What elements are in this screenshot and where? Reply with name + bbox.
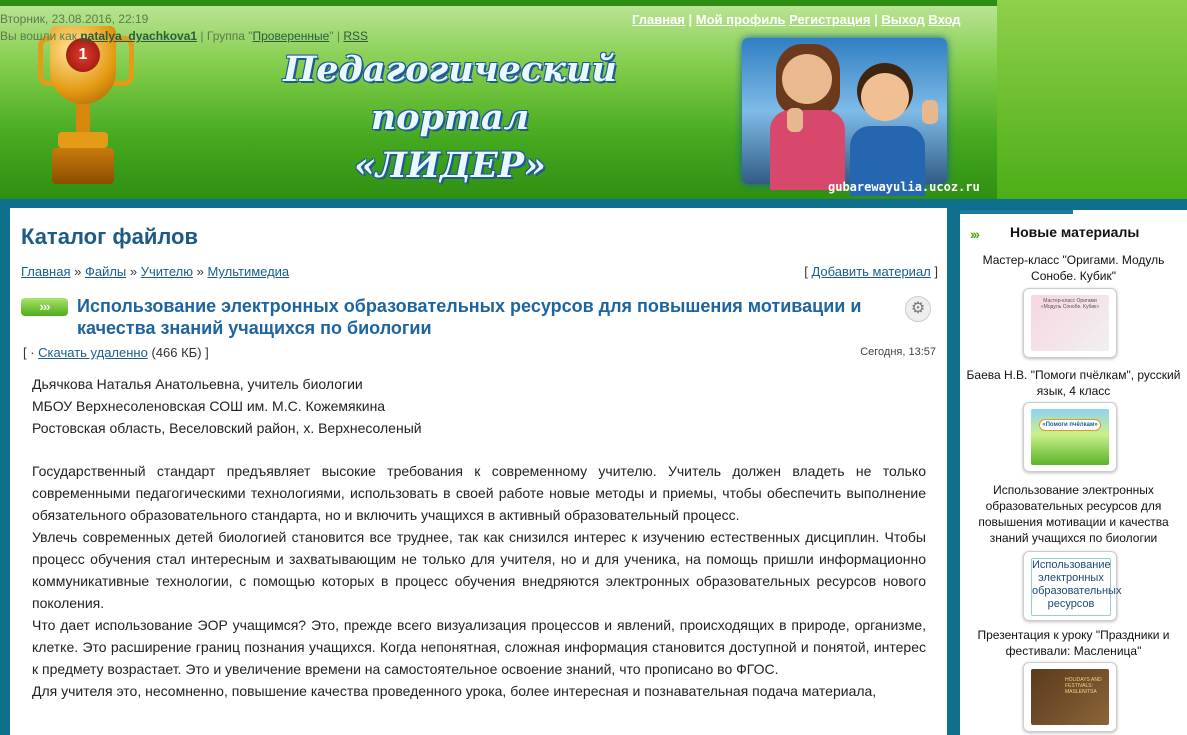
login-status (0, 29, 368, 43)
thumbnail-text: Мастер-класс Оригами «Модуль Сонобе. Кубик» (1040, 298, 1100, 310)
sidebar-item-title[interactable] (960, 252, 1187, 284)
sidebar (960, 210, 1187, 735)
boy-face (861, 73, 909, 121)
article-title: Использование электронных образовательных ресурсов для повышения мотивации и качества знаний учащихся по биологии (77, 296, 862, 338)
trophy-pedestal (52, 148, 114, 184)
header-right-panel (997, 0, 1187, 199)
trophy-badge: 1 (66, 38, 100, 72)
sidebar-item-link[interactable]: Мастер-класс "Оригами. Модуль Сонобе. Кубик" (982, 253, 1165, 283)
sidebar-item-title[interactable] (960, 367, 1187, 399)
main-content (10, 208, 947, 735)
thumbnail-text: Использование электронных образовательных ресурсов (1032, 559, 1122, 610)
timestamp: Сегодня, 13:57 (860, 346, 936, 358)
header-banner-image (742, 38, 947, 184)
nav-logout-link[interactable]: Выход (881, 12, 925, 27)
group-link[interactable]: Проверенные (252, 29, 330, 43)
thumbnail-image (1031, 669, 1109, 725)
author-line: Дьячкова Наталья Анатольевна, учитель биологии (32, 376, 363, 392)
breadcrumb-teacher[interactable]: Учителю (140, 264, 193, 279)
girl-body (770, 110, 845, 190)
trophy-stem (76, 104, 90, 134)
add-material: [ Добавить материал ] (804, 264, 938, 279)
sidebar-item-thumbnail[interactable] (1023, 551, 1122, 621)
thumb-up-icon (787, 108, 803, 132)
sidebar-heading: Новые материалы (1010, 224, 1140, 240)
thumbnail-image (1031, 295, 1109, 351)
page-title: Каталог файлов (21, 224, 198, 249)
header-stripe (0, 0, 997, 6)
author-line: МБОУ Верхнесоленовская СОШ им. М.С. Кожемякина (32, 398, 386, 414)
download-line: [ · Скачать удаленно (466 КБ) ] (23, 345, 209, 360)
thumb-up-icon (922, 100, 938, 124)
gear-icon[interactable]: ⚙ (905, 296, 931, 322)
site-title (200, 46, 700, 190)
group-prefix: | Группа " (200, 29, 253, 43)
sidebar-item-link[interactable]: Использование электронных образовательных ресурсов для повышения мотивации и качества знаний учащихся по биологии (978, 483, 1169, 545)
paragraph: Увлечь современных детей биологией становится все труднее, так как снизился интерес к изучению естественных дисциплин. Чтобы процесс обучения стал интересным и захватывающим не только для учителя, но и для ученика, на помощь пришли информационно коммуникативные технологии, с помощью которых в процесс обучения внедряются электронных образовательных ресурсов нового поколения. (32, 529, 926, 611)
thumbnail-image (1031, 558, 1122, 616)
sidebar-item-thumbnail[interactable] (1023, 662, 1117, 732)
nav-register-link[interactable]: Регистрация (789, 12, 871, 27)
site-url-caption: gubarewayulia.ucoz.ru (828, 180, 980, 194)
sidebar-item-link[interactable]: Презентация к уроку "Праздники и фестивали: Масленица" (977, 628, 1170, 658)
thumbnail-text: HOLIDAYS AND FESTIVALS: MASLENITSA (1065, 677, 1102, 695)
author-info (32, 373, 422, 439)
paragraph: Для учителя это, несомненно, повышение качества проведенного урока, более интересная и познавательная подача материала, (32, 683, 877, 699)
sidebar-item-thumbnail[interactable] (1023, 402, 1117, 472)
triple-arrow-icon: ››› (970, 226, 978, 242)
nav-login-link[interactable]: Вход (928, 12, 961, 27)
site-header (0, 0, 997, 199)
sidebar-top-bar (960, 210, 1073, 214)
triple-arrow-icon: ››› (21, 298, 68, 316)
paragraph: Государственный стандарт предъявляет высокие требования к современному учителю. Учитель должен владеть не только современными педагогическими технологиями, использовать в своей работе новые методы и приемы, чтобы обеспечить выполнение обязательного образовательного стандарта, но и включить учащихся в активный образовательный процесс. (32, 463, 926, 523)
breadcrumb-files[interactable]: Файлы (84, 264, 127, 279)
current-date: Вторник, 23.08.2016, 22:19 (0, 12, 149, 26)
top-navigation: Главная | Мой профиль Регистрация | Выход Вход (632, 12, 961, 27)
sidebar-item-link[interactable]: Баева Н.В. "Помоги пчёлкам", русский язык, 4 класс (966, 368, 1181, 398)
thumbnail-image (1031, 409, 1109, 465)
file-size: (466 КБ) (151, 345, 202, 360)
breadcrumb-home[interactable]: Главная (21, 264, 71, 279)
sidebar-item-thumbnail[interactable] (1023, 288, 1117, 358)
paragraph: Что дает использование ЭОР учащимся? Это, прежде всего визуализация процессов и явлений, происходящих в природе, организме, клетке. Это расширение границ познания учащихся. Когда непонятная, сложная информация становится доступной и понятой, интерес к предмету возрастает. Это и увеличение времени на самостоятельное освоение знаний, что прописано во ФГОС. (32, 617, 926, 677)
nav-profile-link[interactable]: Мой профиль (695, 12, 786, 27)
sidebar-item-title[interactable] (960, 482, 1187, 546)
username-link[interactable]: natalya_dyachkova1 (80, 29, 198, 43)
rss-link[interactable]: RSS (343, 29, 369, 43)
breadcrumb: Главная » Файлы » Учителю » Мультимедиа (21, 264, 290, 279)
trophy-base (58, 132, 108, 148)
girl-face (782, 54, 832, 104)
author-line: Ростовская область, Веселовский район, х. Верхнесоленый (32, 420, 422, 436)
sidebar-item-title[interactable] (960, 627, 1187, 659)
thumbnail-text: «Помоги пчёлкам» (1039, 419, 1101, 431)
download-link[interactable]: Скачать удаленно (38, 345, 148, 360)
breadcrumb-multimedia[interactable]: Мультимедиа (207, 264, 290, 279)
login-prefix: Вы вошли как (0, 29, 77, 43)
site-title-line1: Педагогический портал (283, 49, 617, 138)
site-title-line2: «ЛИДЕР» (354, 145, 546, 186)
add-material-link[interactable]: Добавить материал (811, 264, 931, 279)
group-suffix: " | (329, 29, 341, 43)
nav-home-link[interactable]: Главная (632, 12, 685, 27)
article-body (32, 460, 926, 702)
